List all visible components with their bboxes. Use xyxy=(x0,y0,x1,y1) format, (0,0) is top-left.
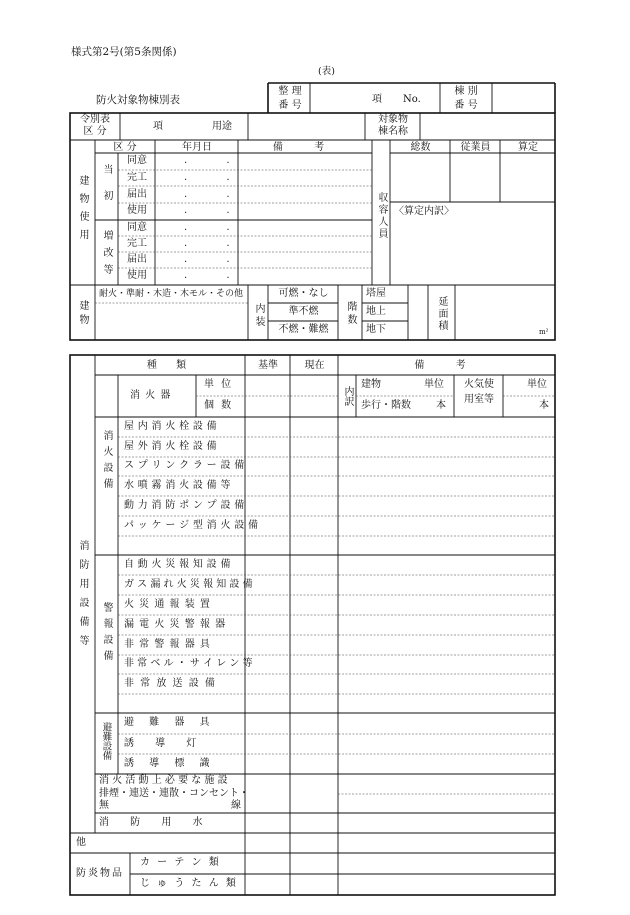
item-hijo-housou: 非 常 放 送 設 備 xyxy=(124,678,217,689)
naiso-option-junfunen: 準不燃 xyxy=(288,306,319,317)
item-roden: 漏 電 火 災 警 報 器 xyxy=(124,619,227,630)
row-todokede-2: 届出 xyxy=(127,254,147,265)
area-unit: m² xyxy=(539,328,549,336)
kaki-label-2: 用室等 xyxy=(464,394,494,405)
row-kanko-1: 完工 xyxy=(127,172,147,183)
kosu-label: 個 数 xyxy=(204,400,234,411)
item-curtain: カ ー テ ン 類 xyxy=(140,857,221,868)
date-dots: . . xyxy=(184,205,248,216)
taishobutsu-label-1: 対象物 xyxy=(378,114,408,125)
floor-chijo: 地上 xyxy=(366,306,386,317)
item-package: パ ッ ケ ー ジ 型 消 火 設 備 xyxy=(124,520,259,531)
date-dots: . . xyxy=(184,172,248,183)
row-kanko-2: 完工 xyxy=(127,238,147,249)
toubetsu-label-2: 番 号 xyxy=(454,100,478,111)
seiri-label-1: 整 理 xyxy=(278,86,302,97)
kaki-label-1: 火気使 xyxy=(464,379,494,390)
no-label: No. xyxy=(403,94,421,105)
item-hinan-kigu: 避 難 器 具 xyxy=(124,717,216,728)
side-label: (表) xyxy=(318,66,335,77)
naiso-option-funen: 不燃・難燃 xyxy=(278,324,329,335)
row-doui-2: 同意 xyxy=(127,222,147,233)
katsudo-list-label: 排煙・連送・連散・コンセント・ xyxy=(99,788,249,799)
row-shiyou-1: 使用 xyxy=(127,205,147,216)
keiho-setsubi-label: 警報設備 xyxy=(101,602,112,666)
tani-label-2: 単位 xyxy=(424,379,444,390)
genzai-header: 現在 xyxy=(304,360,325,371)
hon-label-2: 本 xyxy=(539,400,549,411)
uchiwake-label: 内訳 xyxy=(342,386,353,406)
item-gas-more: ガ ス 漏 れ 火 災 報 知 設 備 xyxy=(124,579,253,590)
kubun-header: 区 分 xyxy=(113,142,137,153)
item-douryoku-pump: 動 力 消 防 ポ ン プ 設 備 xyxy=(124,500,245,511)
tani-label: 単 位 xyxy=(204,379,234,390)
item-jutan: じ ゅ う た ん 類 xyxy=(140,878,238,889)
item-yudoto: 誘 導 灯 xyxy=(124,738,206,749)
gappyo-label-1: 令別表 xyxy=(80,114,110,125)
sosu-header: 総数 xyxy=(410,142,431,153)
gappyo-label-2: 区 分 xyxy=(83,126,107,137)
item-jidou-kasai: 自 動 火 災 報 知 設 備 xyxy=(124,559,231,570)
biko-header: 備 考 xyxy=(272,142,339,153)
shobo-yosui-label: 消 防 用 水 xyxy=(99,817,212,828)
shuyo-jinin-label: 収容人員 xyxy=(376,192,387,240)
item-okugai-shokasen: 屋 外 消 火 栓 設 備 xyxy=(124,441,217,452)
santei-uchiwake-label: 〈算定内訳〉 xyxy=(394,206,454,217)
katsudo-sen-label: 線 xyxy=(231,800,241,811)
date-dots: . . xyxy=(184,189,248,200)
equipment-label: 消防用設備等 xyxy=(77,540,88,654)
item-hijo-keiho: 非 常 警 報 器 具 xyxy=(124,639,211,650)
tani-label-3: 単位 xyxy=(527,379,547,390)
youto-label: 用途 xyxy=(212,121,232,132)
kaisu-label: 階数 xyxy=(345,301,356,327)
item-hijo-bell: 非 常 ベ ル ・ サ イ レ ン 等 xyxy=(124,658,253,669)
shoka-setsubi-label: 消火設備 xyxy=(101,430,112,494)
structure-label: 建物 xyxy=(77,300,88,328)
item-okunai-shokasen: 屋 内 消 火 栓 設 備 xyxy=(124,421,217,432)
floor-touya: 塔屋 xyxy=(366,288,386,299)
sonota-label: 他 xyxy=(76,837,86,848)
row-shiyou-2: 使用 xyxy=(127,270,147,281)
date-dots: . . xyxy=(184,254,248,265)
group-zoukai: 増改等 xyxy=(101,230,112,281)
naiso-option-kanen: 可燃・なし xyxy=(278,288,329,299)
form-number: 様式第2号(第5条関係) xyxy=(71,46,177,58)
katsudo-shisetsu-label: 消 火 活 動 上 必 要 な 施 設 xyxy=(99,775,228,786)
date-dots: . . xyxy=(184,155,248,166)
building-use-label: 建物使用 xyxy=(77,175,88,247)
date-dots: . . xyxy=(184,270,248,281)
boen-buppin-label: 防炎物品 xyxy=(76,868,124,879)
row-doui-1: 同意 xyxy=(127,155,147,166)
jugyoin-header: 従業員 xyxy=(460,142,491,153)
tatemono-label: 建物 xyxy=(361,379,381,390)
hinan-setsubi-label: 避難設備 xyxy=(100,722,112,760)
item-mizufunmu: 水 噴 霧 消 火 設 備 等 xyxy=(124,480,231,491)
floor-chika: 地下 xyxy=(366,324,386,335)
date-dots: . . xyxy=(184,222,248,233)
kijun-header: 基準 xyxy=(258,360,278,371)
biko-header-2: 備 考 xyxy=(414,360,480,371)
item-yudo-hyoshiki: 誘 導 標 識 xyxy=(124,758,216,769)
taishobutsu-label-2: 棟名称 xyxy=(378,126,408,137)
toubetsu-label-1: 棟 別 xyxy=(454,86,478,97)
seiri-label-2: 番 号 xyxy=(278,100,302,111)
date-header: 年月日 xyxy=(182,142,212,153)
kou-label: 項 xyxy=(372,94,382,105)
hokou-kaisu-label: 歩行・階数 xyxy=(361,400,411,411)
date-dots: . . xyxy=(184,238,248,249)
naiso-label: 内装 xyxy=(253,303,264,329)
shokaki-label: 消 火 器 xyxy=(130,390,172,401)
form-title: 防火対象物棟別表 xyxy=(96,94,180,106)
katsudo-mu-label: 無 xyxy=(99,800,109,811)
shurui-header: 種 類 xyxy=(146,360,195,371)
row2-kou-label: 項 xyxy=(153,121,163,132)
group-toushoi: 当初 xyxy=(101,164,112,216)
hon-label: 本 xyxy=(436,400,446,411)
structure-types: 耐火・準耐・木造・木モル・その他 xyxy=(99,289,244,299)
item-sprinkler: ス プ リ ン ク ラ ー 設 備 xyxy=(124,460,245,471)
nobe-menseki-label: 延面積 xyxy=(436,296,447,332)
row-todokede-1: 届出 xyxy=(127,189,147,200)
santei-header: 算定 xyxy=(518,142,538,153)
item-kasai-tsuho: 火 災 通 報 装 置 xyxy=(124,599,211,610)
